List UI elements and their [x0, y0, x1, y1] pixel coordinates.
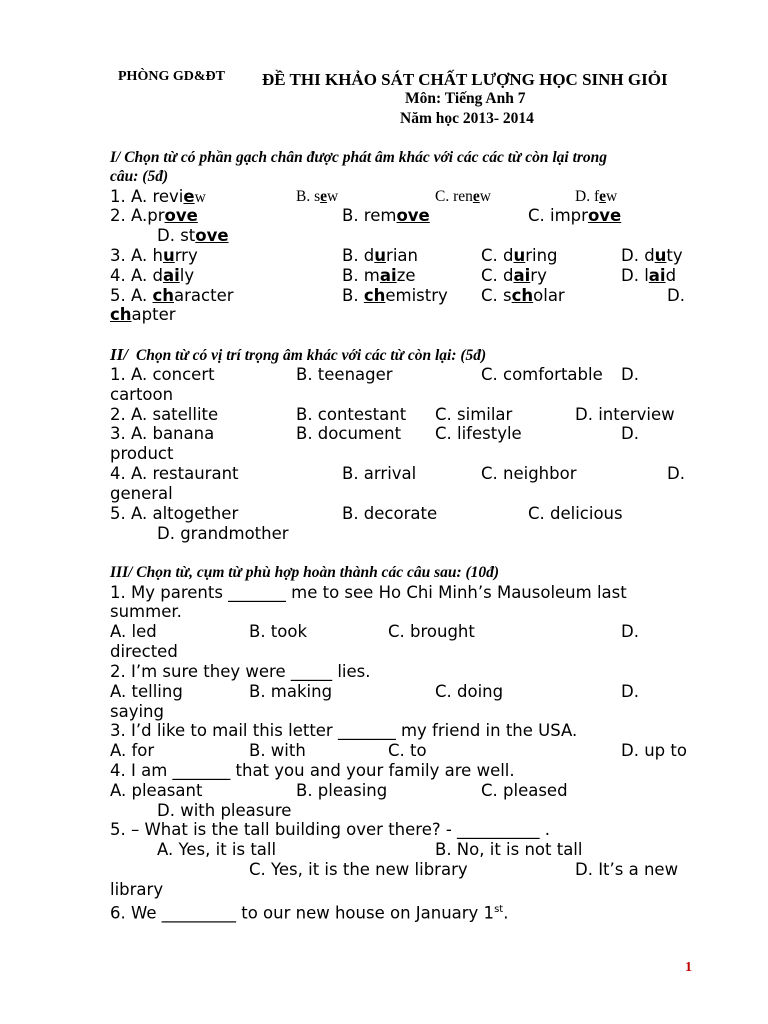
s1-q4-option-b: B. maize [342, 266, 416, 285]
s3-q1-option-d: directed [110, 642, 178, 661]
s2-q1-option-b: B. teenager [296, 365, 393, 384]
s3-q3-option-c: C. to [388, 741, 427, 760]
s1-q3-option-c: C. during [481, 246, 558, 265]
s2-q1-option-d: cartoon [110, 385, 174, 404]
s3-q5-option-a: A. Yes, it is tall [157, 840, 277, 859]
s2-q5-option-c: C. delicious [528, 504, 623, 523]
s3-q4-stem: 4. I am _______ that you and your family are well. [110, 761, 515, 780]
s3-q3-option-b: B. with [249, 741, 306, 760]
exam-title: ĐỀ THI KHẢO SÁT CHẤT LƯỢNG HỌC SINH GIỎI [262, 70, 668, 89]
s2-q1-option-a: 1. A. concert [110, 365, 215, 384]
s3-q2-option-d: saying [110, 702, 164, 721]
s3-q1-stem: 1. My parents _______ me to see Ho Chi Minh’s Mausoleum last [110, 583, 627, 602]
s3-q1-option-a: A. led [110, 622, 157, 641]
s3-q2-stem: 2. I’m sure they were _____ lies. [110, 662, 371, 681]
s3-q2-option-d-label: D. [621, 682, 639, 701]
section-1-heading-cont: câu: (5đ) [110, 168, 169, 185]
s2-q4-option-d-label: D. [667, 464, 685, 483]
s1-q2-option-c: C. improve [528, 206, 622, 225]
section-3-heading: III/ Chọn từ, cụm từ phù hợp hoàn thành các câu sau: (10đ) [110, 564, 500, 581]
subject-line: Môn: Tiếng Anh 7 [405, 90, 526, 107]
section-1-heading: I/ Chọn từ có phần gạch chân được phát âm khác với các các từ còn lại trong [110, 149, 608, 166]
s2-q2-option-c: C. similar [435, 405, 513, 424]
s3-q5-option-d-label: D. It’s a new [575, 860, 679, 879]
s1-q5-option-d-label: D. [667, 286, 685, 305]
s3-q1-stem-cont: summer. [110, 602, 182, 621]
s3-q3-option-a: A. for [110, 741, 155, 760]
s1-q2-option-a: 2. A.prove [110, 206, 198, 225]
s2-q2-option-b: B. contestant [296, 405, 407, 424]
s2-q1-option-d-label: D. [621, 365, 639, 384]
s2-q4-option-b: B. arrival [342, 464, 417, 483]
s3-q4-option-d: D. with pleasure [157, 801, 292, 820]
section-2-heading: II/ Chọn từ có vị trí trọng âm khác với các từ còn lại: (5đ) [110, 345, 487, 364]
s1-q5-option-c: C. scholar [481, 286, 565, 305]
s2-q3-option-c: C. lifestyle [435, 424, 522, 443]
s3-q1-option-d-label: D. [621, 622, 639, 641]
s2-q3-option-a: 3. A. banana [110, 424, 215, 443]
s2-q5-option-b: B. decorate [342, 504, 438, 523]
s3-q3-option-d: D. up to [621, 741, 687, 760]
s1-q1-option-b: B. sew [296, 188, 339, 205]
s2-q3-option-d: product [110, 444, 174, 463]
s2-q5-option-a: 5. A. altogether [110, 504, 239, 523]
s3-q1-option-b: B. took [249, 622, 308, 641]
s1-q5-option-a: 5. A. character [110, 286, 234, 305]
s1-q5-option-b: B. chemistry [342, 286, 448, 305]
s2-q1-option-c: C. comfortable [481, 365, 603, 384]
s3-q5-stem: 5. – What is the tall building over there? - __________ . [110, 820, 551, 839]
s1-q5-option-d: chapter [110, 305, 176, 324]
school-year: Năm học 2013- 2014 [400, 110, 534, 127]
s2-q5-option-d: D. grandmother [157, 524, 289, 543]
s1-q3-option-d: D. duty [621, 246, 683, 265]
s3-q1-option-c: C. brought [388, 622, 475, 641]
s2-q4-option-d: general [110, 484, 173, 503]
s3-q4-option-b: B. pleasing [296, 781, 388, 800]
s3-q2-option-c: C. doing [435, 682, 504, 701]
s1-q1-option-c: C. renew [435, 188, 491, 205]
s2-q4-option-a: 4. A. restaurant [110, 464, 239, 483]
s1-q2-option-d: D. stove [157, 226, 229, 245]
s3-q3-stem: 3. I’d like to mail this letter _______ my friend in the USA. [110, 721, 578, 740]
s3-q2-option-b: B. making [249, 682, 333, 701]
s3-q5-option-d: library [110, 880, 164, 899]
s1-q1-option-a: 1. A. review [110, 187, 206, 206]
s3-q5-option-c: C. Yes, it is the new library [249, 860, 468, 879]
s3-q4-option-c: C. pleased [481, 781, 568, 800]
s1-q1-option-d: D. few [575, 188, 618, 205]
s3-q2-option-a: A. telling [110, 682, 183, 701]
s1-q3-option-a: 3. A. hurry [110, 246, 198, 265]
s3-q4-option-a: A. pleasant [110, 781, 203, 800]
page-number: 1 [685, 960, 692, 975]
s2-q3-option-d-label: D. [621, 424, 639, 443]
s1-q3-option-b: B. durian [342, 246, 418, 265]
s1-q2-option-b: B. remove [342, 206, 430, 225]
s2-q4-option-c: C. neighbor [481, 464, 577, 483]
s2-q2-option-d: D. interview [575, 405, 675, 424]
department-label: PHÒNG GD&ĐT [118, 69, 225, 84]
s1-q4-option-c: C. dairy [481, 266, 547, 285]
s2-q3-option-b: B. document [296, 424, 402, 443]
s2-q2-option-a: 2. A. satellite [110, 405, 219, 424]
s3-q5-option-b: B. No, it is not tall [435, 840, 583, 859]
s3-q6-stem: 6. We _________ to our new house on January 1st. [110, 903, 509, 923]
s1-q4-option-d: D. laid [621, 266, 677, 285]
s1-q4-option-a: 4. A. daily [110, 266, 195, 285]
